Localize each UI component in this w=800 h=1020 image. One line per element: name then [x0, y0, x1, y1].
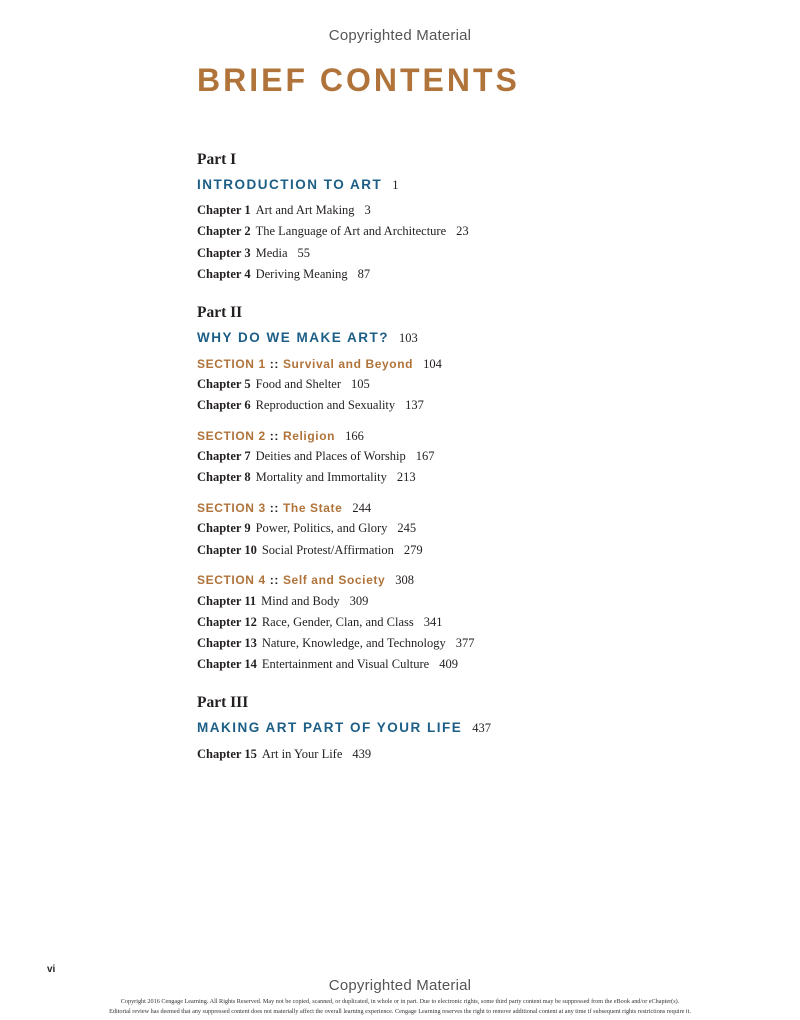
section-title: Self and Society — [282, 573, 386, 587]
chapter-title: Entertainment and Visual Culture — [261, 657, 430, 671]
section-heading — [197, 501, 371, 516]
page-number: 55 — [297, 246, 311, 260]
chapter-number: Chapter 9 — [197, 521, 251, 535]
page-number: 103 — [399, 331, 418, 345]
chapter-entry — [197, 615, 442, 630]
chapter-title: Social Protest/Affirmation — [261, 543, 394, 557]
part-label: Part III — [197, 694, 249, 711]
copyrighted-material-watermark-bottom: Copyrighted Material — [328, 977, 472, 994]
page-number: 166 — [345, 429, 364, 443]
page-number: 377 — [455, 636, 475, 650]
copyright-notice-line-2: Editorial review has deemed that any suppressed content does not materially affect the overall learning experience. Cengage Learning reserves the right to remove additional content at any time if subsequent rights restrictions require it. — [109, 1008, 691, 1015]
page-number: 3 — [364, 203, 371, 217]
section-heading — [197, 357, 442, 372]
chapter-entry — [197, 224, 469, 239]
copyrighted-material-watermark-top: Copyrighted Material — [328, 27, 472, 44]
page-number: 167 — [415, 449, 435, 463]
part-heading — [197, 177, 399, 193]
chapter-title: Power, Politics, and Glory — [255, 521, 388, 535]
page-number: 308 — [395, 573, 414, 587]
page-title: BRIEF CONTENTS — [197, 62, 520, 98]
chapter-number: Chapter 13 — [197, 636, 257, 650]
page-number: 279 — [403, 543, 423, 557]
page-number: 137 — [405, 398, 424, 412]
section-separator: :: — [269, 429, 279, 443]
chapter-title: Reproduction and Sexuality — [255, 398, 396, 412]
chapter-title: Mortality and Immortality — [255, 470, 387, 484]
section-label: SECTION 4 — [197, 573, 266, 587]
section-label: SECTION 1 — [197, 357, 266, 371]
chapter-title: The Language of Art and Architecture — [255, 224, 447, 238]
chapter-title: Food and Shelter — [255, 377, 342, 391]
chapter-number: Chapter 14 — [197, 657, 257, 671]
chapter-entry — [197, 203, 371, 218]
chapter-entry — [197, 594, 368, 609]
chapter-number: Chapter 10 — [197, 543, 257, 557]
page-number: 105 — [351, 377, 370, 391]
part-heading — [197, 330, 418, 346]
section-title: Religion — [282, 429, 336, 443]
section-separator: :: — [269, 357, 279, 371]
chapter-title: Mind and Body — [261, 594, 340, 608]
chapter-entry — [197, 470, 416, 485]
page-number: 104 — [423, 357, 442, 371]
chapter-number: Chapter 1 — [197, 203, 251, 217]
chapter-title: Art and Art Making — [255, 203, 355, 217]
page-number: 87 — [357, 267, 371, 281]
part-heading-text: INTRODUCTION TO ART — [197, 177, 383, 192]
chapter-number: Chapter 6 — [197, 398, 251, 412]
chapter-number: Chapter 8 — [197, 470, 251, 484]
chapter-number: Chapter 11 — [197, 594, 257, 608]
chapter-title: Deities and Places of Worship — [255, 449, 406, 463]
chapter-entry — [197, 398, 424, 413]
chapter-entry — [197, 521, 416, 536]
part-label: Part II — [197, 304, 243, 321]
chapter-entry — [197, 246, 310, 261]
chapter-number: Chapter 12 — [197, 615, 257, 629]
section-heading — [197, 573, 414, 588]
page-number: 23 — [456, 224, 469, 238]
copyright-notice-line-1: Copyright 2016 Cengage Learning. All Rights Reserved. May not be copied, scanned, or duplicated, in whole or in part. Due to electronic rights, some third party content may be suppressed from the eBook and/or eChapter(s). — [120, 998, 680, 1005]
section-separator: :: — [269, 573, 279, 587]
chapter-entry — [197, 747, 371, 762]
page-number: 409 — [439, 657, 458, 671]
page-number: 439 — [352, 747, 372, 761]
chapter-entry — [197, 377, 370, 392]
section-label: SECTION 3 — [197, 501, 266, 515]
chapter-entry — [197, 657, 458, 672]
part-label: Part I — [197, 151, 237, 168]
chapter-title: Deriving Meaning — [255, 267, 348, 281]
part-heading — [197, 720, 491, 736]
chapter-number: Chapter 2 — [197, 224, 251, 238]
section-title: The State — [282, 501, 343, 515]
chapter-number: Chapter 4 — [197, 267, 251, 281]
section-title: Survival and Beyond — [282, 357, 414, 371]
part-heading-text: WHY DO WE MAKE ART? — [197, 330, 389, 345]
chapter-number: Chapter 5 — [197, 377, 251, 391]
page-number: 1 — [392, 178, 399, 192]
section-separator: :: — [269, 501, 279, 515]
page-number: 437 — [472, 721, 491, 735]
chapter-number: Chapter 15 — [197, 747, 257, 761]
section-heading — [197, 429, 364, 444]
folio-page-number: vi — [47, 964, 56, 975]
chapter-entry — [197, 543, 423, 558]
section-label: SECTION 2 — [197, 429, 266, 443]
page-number: 244 — [352, 501, 372, 515]
page-number: 245 — [397, 521, 417, 535]
part-heading-text: MAKING ART PART OF YOUR LIFE — [197, 720, 463, 735]
page-number: 309 — [349, 594, 369, 608]
chapter-entry — [197, 449, 434, 464]
chapter-title: Race, Gender, Clan, and Class — [261, 615, 414, 629]
chapter-number: Chapter 3 — [197, 246, 251, 260]
chapter-title: Media — [255, 246, 288, 260]
page-number: 213 — [396, 470, 416, 484]
chapter-title: Nature, Knowledge, and Technology — [261, 636, 446, 650]
chapter-title: Art in Your Life — [261, 747, 343, 761]
chapter-entry — [197, 267, 370, 282]
page-number: 341 — [423, 615, 443, 629]
chapter-number: Chapter 7 — [197, 449, 251, 463]
chapter-entry — [197, 636, 475, 651]
